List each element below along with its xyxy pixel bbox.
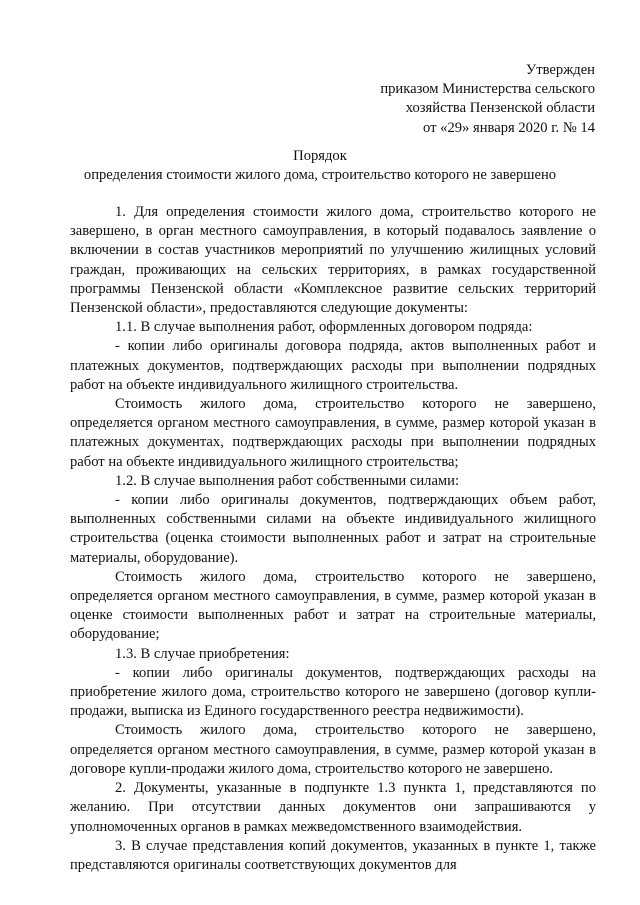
paragraph: - копии либо оригиналы документов, подтверждающих расходы на приобретение жилого дома, строительство которого не завершено (договор купли-продажи, выписка из Единого государственного реестра недвижимости). [70,664,596,720]
document-title [45,147,595,185]
paragraph: 1.3. В случае приобретения: [115,645,290,662]
approval-line: хозяйства Пензенской области [405,100,595,117]
approval-block [380,61,595,138]
document-body [70,203,596,875]
paragraph: 1.2. В случае выполнения работ собственными силами: [115,472,460,489]
paragraph: 1.1. В случае выполнения работ, оформленных договором подряда: [115,319,533,336]
paragraph: - копии либо оригиналы договора подряда, актов выполненных работ и платежных документов, подтверждающих расходы при выполнении подрядных работ на объекте индивидуального жилищного строительства. [70,338,596,393]
paragraph: 2. Документы, указанные в подпункте 1.3 пункта 1, представляются по желанию. При отсутствии данных документов они запрашиваются у уполномоченных органов в рамках межведомственного взаимодействия. [70,780,596,835]
paragraph: 1. Для определения стоимости жилого дома, строительство которого не завершено, в орган местного самоуправления, в который подавалось заявление о включении в состав участников мероприятий по улучшению жилищных условий граждан, проживающих на сельских территориях, в рамках государственной программы Пензенской области «Комплексное развитие сельских территорий Пензенской области», предоставляются следующие документы: [70,204,596,317]
approval-line: Утвержден [525,62,595,78]
paragraph: Стоимость жилого дома, строительство которого не завершено, определяется органом местного самоуправления, в сумме, размер которой указан в договоре купли-продажи жилого дома, строительство которого не завершено. [70,722,596,777]
title-line: Порядок [293,148,347,164]
paragraph: Стоимость жилого дома, строительство которого не завершено, определяется органом местного самоуправления, в сумме, размер которой указан в платежных документах, подтверждающих расходы при выполнении подрядных работ на объекте индивидуального жилищного строительства; [70,396,596,470]
approval-line: приказом Министерства сельского [380,81,595,98]
paragraph: - копии либо оригиналы документов, подтверждающих объем работ, выполненных собственными силами на объекте индивидуального жилищного строительства (оценка стоимости выполненных работ и затрат на строительные материалы, оборудование). [70,492,596,566]
paragraph: 3. В случае представления копий документов, указанных в пункте 1, также представляются оригиналы соответствующих документов для [70,837,596,873]
paragraph: Стоимость жилого дома, строительство которого не завершено, определяется органом местного самоуправления, в сумме, размер которой указан в оценке стоимости выполненных работ и затрат на строительные материалы, оборудование; [70,568,596,643]
approval-line: от «29» января 2020 г. № 14 [423,119,595,136]
title-line: определения стоимости жилого дома, строительство которого не завершено [83,167,557,184]
